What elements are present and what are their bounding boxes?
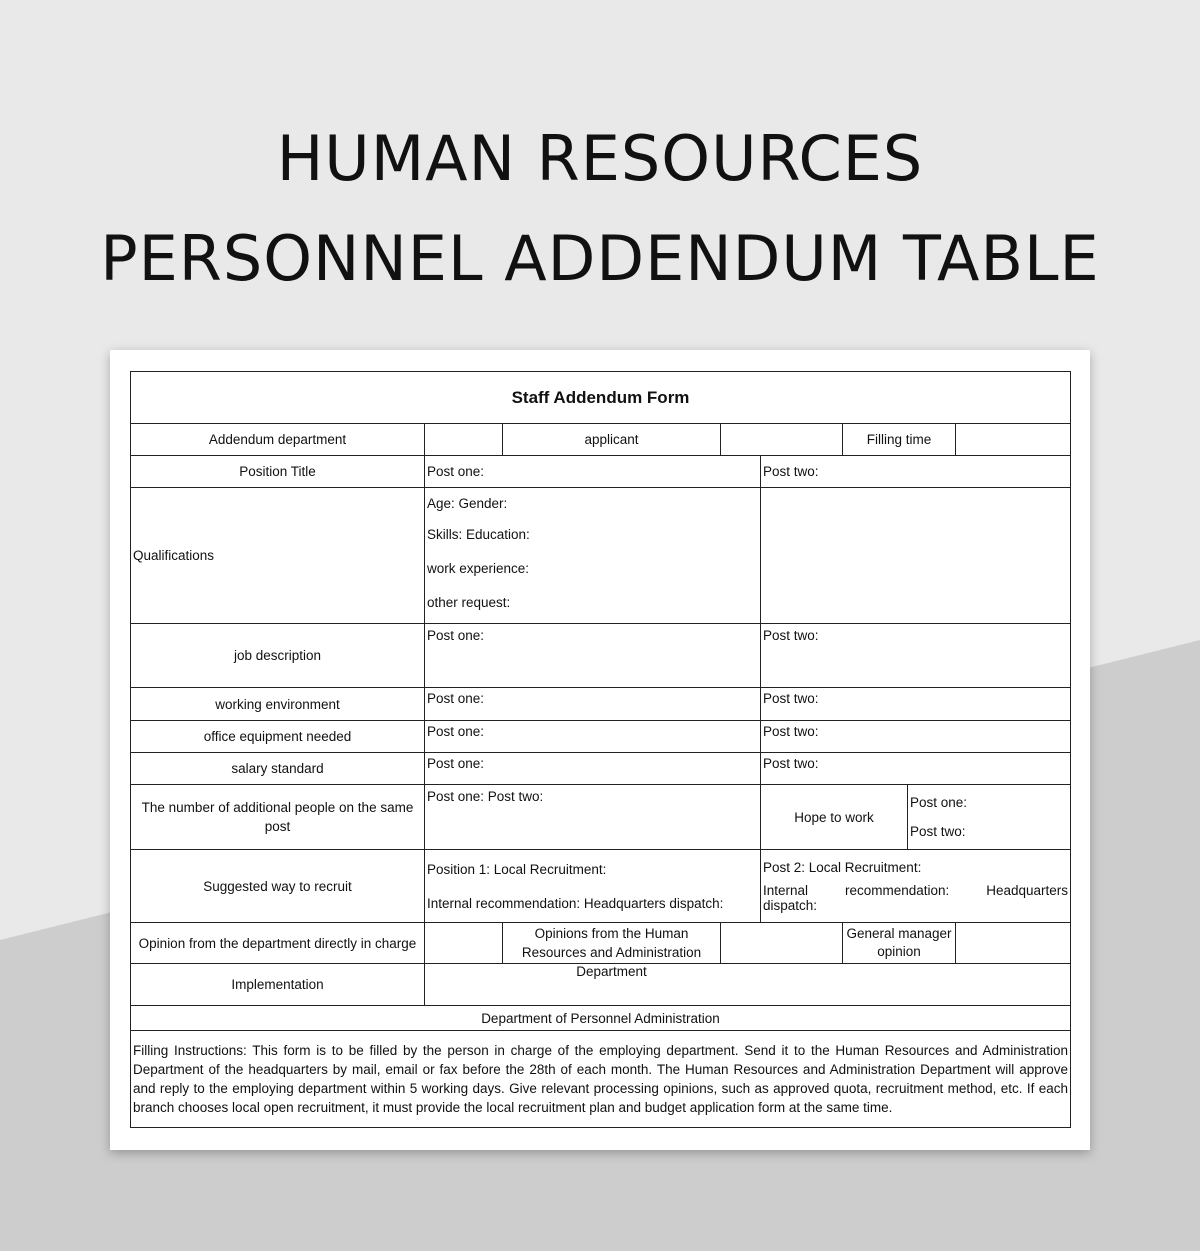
applicant-label: applicant: [503, 424, 721, 456]
salary-standard-label: salary standard: [131, 753, 425, 785]
implementation-label: Implementation: [131, 964, 425, 1006]
filling-time-label: Filling time: [843, 424, 956, 456]
department-opinion-field[interactable]: [425, 923, 503, 964]
office-equipment-label: office equipment needed: [131, 721, 425, 753]
age-gender-field: Age: Gender:: [427, 496, 508, 511]
general-manager-opinion-label: General manager opinion: [843, 923, 956, 964]
additional-people-label: The number of additional people on the same post: [131, 785, 425, 850]
office-equipment-post-one[interactable]: Post one:: [425, 721, 761, 753]
position-title-post-one[interactable]: Post one:: [425, 456, 761, 488]
qualifications-post-two[interactable]: [761, 488, 1071, 624]
filling-instructions: Filling Instructions: This form is to be filled by the person in charge of the employing department. Send it to the Human Resources and Administration Department of the headquarters by mail, email or fax before the 28th of each month. The Human Resources and Administration Department will approve and reply to the employing department within 5 working days. Give relevant processing opinions, such as approved quota, recruitment method, etc. If each branch chooses local open recruitment, it must provide the local recruitment plan and budget application form at the same time.: [131, 1031, 1071, 1128]
filling-time-field[interactable]: [956, 424, 1071, 456]
working-environment-label: working environment: [131, 688, 425, 721]
working-environment-post-one[interactable]: Post one:: [425, 688, 761, 721]
job-description-label: job description: [131, 624, 425, 688]
page-title-line-2: PERSONNEL ADDENDUM TABLE: [100, 222, 1100, 295]
addendum-department-field[interactable]: [425, 424, 503, 456]
working-environment-post-two[interactable]: Post two:: [761, 688, 1071, 721]
implementation-field[interactable]: [425, 964, 1071, 1006]
personnel-administration-department: Department of Personnel Administration: [131, 1006, 1071, 1031]
recruit-position-1[interactable]: [425, 850, 761, 923]
work-experience-field: work experience:: [427, 561, 530, 576]
staff-addendum-table: [130, 371, 1071, 1128]
hope-to-work-label: Hope to work: [761, 785, 908, 850]
hr-admin-opinion-label: Opinions from the Human Resources and Administration Department: [521, 926, 702, 979]
form-paper: [110, 350, 1090, 1150]
qualifications-post-one[interactable]: [425, 488, 761, 624]
recruit-post-2[interactable]: [761, 850, 1071, 923]
position-1-internal-recommendation: Internal recommendation: Headquarters dispatch:: [427, 895, 724, 911]
hope-to-work-post-one: Post one:: [910, 795, 968, 810]
hr-admin-opinion-field[interactable]: [721, 923, 843, 964]
post-2-local-recruitment: Post 2: Local Recruitment:: [763, 859, 922, 875]
applicant-field[interactable]: [721, 424, 843, 456]
job-description-post-one[interactable]: Post one:: [425, 624, 761, 688]
post-2-dispatch: dispatch:: [763, 897, 818, 913]
form-title: Staff Addendum Form: [131, 372, 1071, 424]
skills-education-field: Skills: Education:: [427, 527, 530, 542]
qualifications-label: Qualifications: [131, 488, 425, 624]
office-equipment-post-two[interactable]: Post two:: [761, 721, 1071, 753]
hope-to-work-post-two: Post two:: [910, 824, 966, 839]
salary-standard-post-two[interactable]: Post two:: [761, 753, 1071, 785]
salary-standard-post-one[interactable]: Post one:: [425, 753, 761, 785]
other-request-field: other request:: [427, 595, 511, 610]
job-description-post-two[interactable]: Post two:: [761, 624, 1071, 688]
position-title-post-two[interactable]: Post two:: [761, 456, 1071, 488]
page-title-line-1: HUMAN RESOURCES: [276, 122, 924, 195]
general-manager-opinion-field[interactable]: [956, 923, 1071, 964]
additional-people-posts[interactable]: Post one: Post two:: [425, 785, 761, 850]
addendum-department-label: Addendum department: [131, 424, 425, 456]
department-opinion-label: Opinion from the department directly in charge: [131, 923, 425, 964]
position-1-local-recruitment: Position 1: Local Recruitment:: [427, 861, 607, 877]
suggested-recruit-label: Suggested way to recruit: [131, 850, 425, 923]
post-2-internal-recommendation: Internal recommendation: Headquarters: [763, 882, 1068, 898]
hope-to-work-posts[interactable]: [908, 785, 1071, 850]
position-title-label: Position Title: [131, 456, 425, 488]
